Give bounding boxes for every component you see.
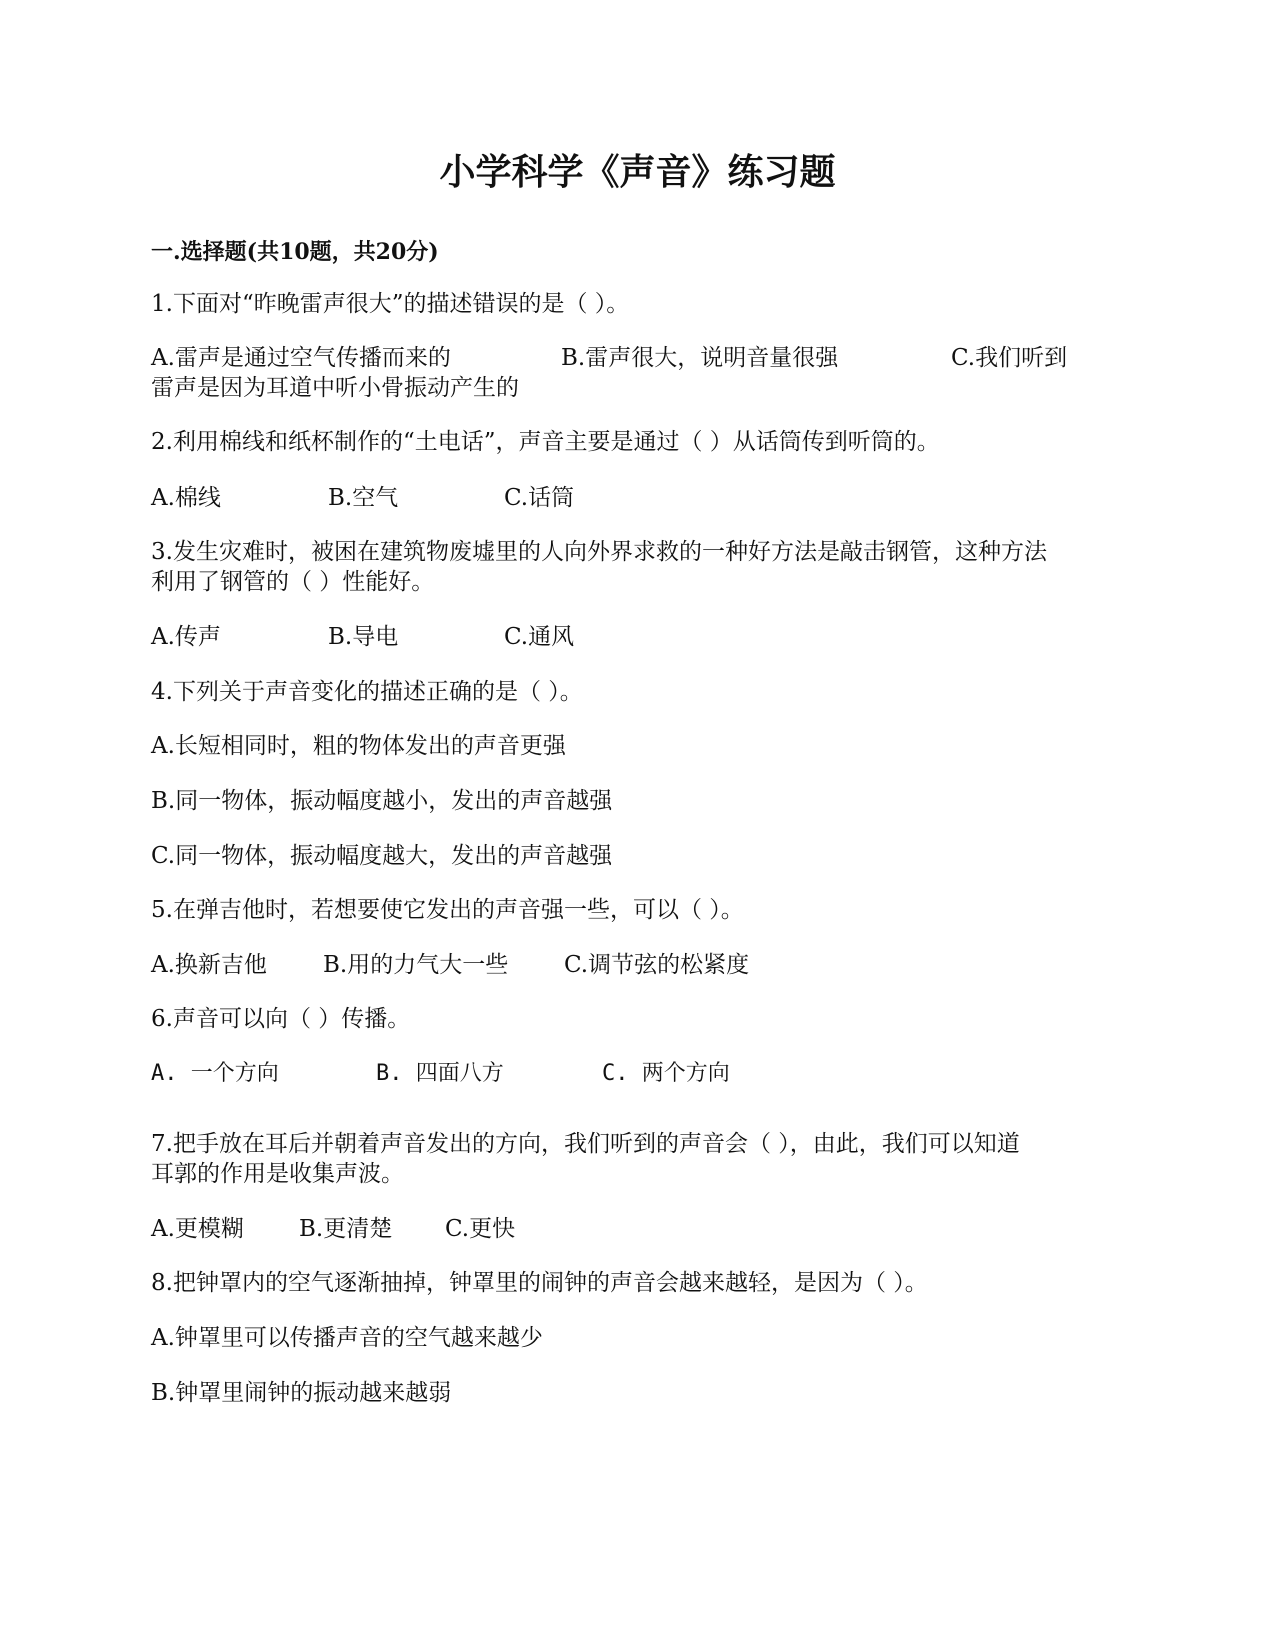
question-7-stem-line-2: 耳郭的作用是收集声波。 <box>151 1161 404 1187</box>
question-3-option-b: B.导电 <box>328 624 399 650</box>
section-heading: 一.选择题(共10题，共20分) <box>151 239 439 265</box>
question-5-option-b: B.用的力气大一些 <box>323 952 509 978</box>
question-3-option-a: A.传声 <box>151 624 221 650</box>
question-7-stem-line-1: 7.把手放在耳后并朝着声音发出的方向，我们听到的声音会（ ），由此，我们可以知道 <box>151 1131 1020 1157</box>
question-5-options <box>151 949 1131 981</box>
question-1-option-c: C.我们听到 <box>951 345 1068 371</box>
question-6-option-a: A. 一个方向 <box>151 1061 279 1086</box>
question-6-stem: 6.声音可以向（ ）传播。 <box>151 1006 411 1032</box>
question-3-options <box>151 621 1131 653</box>
question-1-option-a: A.雷声是通过空气传播而来的 <box>151 345 451 371</box>
question-6-options <box>151 1058 1131 1090</box>
question-7-option-b: B.更清楚 <box>299 1216 393 1242</box>
question-6-option-b: B. 四面八方 <box>376 1061 504 1086</box>
question-7-option-a: A.更模糊 <box>151 1216 244 1242</box>
question-8-stem: 8.把钟罩内的空气逐渐抽掉，钟罩里的闹钟的声音会越来越轻，是因为（ ）。 <box>151 1270 928 1296</box>
question-2-options <box>151 482 1131 514</box>
question-3-option-c: C.通风 <box>504 624 575 650</box>
question-4-option-b: B.同一物体，振动幅度越小，发出的声音越强 <box>151 788 613 814</box>
question-2-option-c: C.话筒 <box>504 485 575 511</box>
page-title: 小学科学《声音》练习题 <box>439 151 836 193</box>
question-2-option-b: B.空气 <box>328 485 399 511</box>
question-2-stem: 2.利用棉线和纸杯制作的“土电话”，声音主要是通过（ ）从话筒传到听筒的。 <box>151 429 940 455</box>
question-5-option-a: A.换新吉他 <box>151 952 267 978</box>
question-4-option-a: A.长短相同时，粗的物体发出的声音更强 <box>151 733 566 759</box>
question-6-option-c: C. 两个方向 <box>602 1061 730 1086</box>
question-8-option-a: A.钟罩里可以传播声音的空气越来越少 <box>151 1325 543 1351</box>
question-3-stem-line-2: 利用了钢管的（ ）性能好。 <box>151 569 435 595</box>
question-5-stem: 5.在弹吉他时，若想要使它发出的声音强一些，可以（ ）。 <box>151 897 744 923</box>
question-1-option-c-continued: 雷声是因为耳道中听小骨振动产生的 <box>151 375 519 401</box>
question-1-options <box>151 342 1131 374</box>
question-3-stem-line-1: 3.发生灾难时，被困在建筑物废墟里的人向外界求救的一种好方法是敲击钢管，这种方法 <box>151 539 1047 565</box>
question-1-stem: 1.下面对“昨晚雷声很大”的描述错误的是（ ）。 <box>151 291 630 317</box>
question-8-option-b: B.钟罩里闹钟的振动越来越弱 <box>151 1380 452 1406</box>
question-5-option-c: C.调节弦的松紧度 <box>564 952 750 978</box>
question-1-option-b: B.雷声很大，说明音量很强 <box>561 345 839 371</box>
question-4-stem: 4.下列关于声音变化的描述正确的是（ ）。 <box>151 679 583 705</box>
question-7-option-c: C.更快 <box>445 1216 516 1242</box>
question-4-option-c: C.同一物体，振动幅度越大，发出的声音越强 <box>151 843 613 869</box>
question-7-options <box>151 1213 1131 1245</box>
question-2-option-a: A.棉线 <box>151 485 221 511</box>
